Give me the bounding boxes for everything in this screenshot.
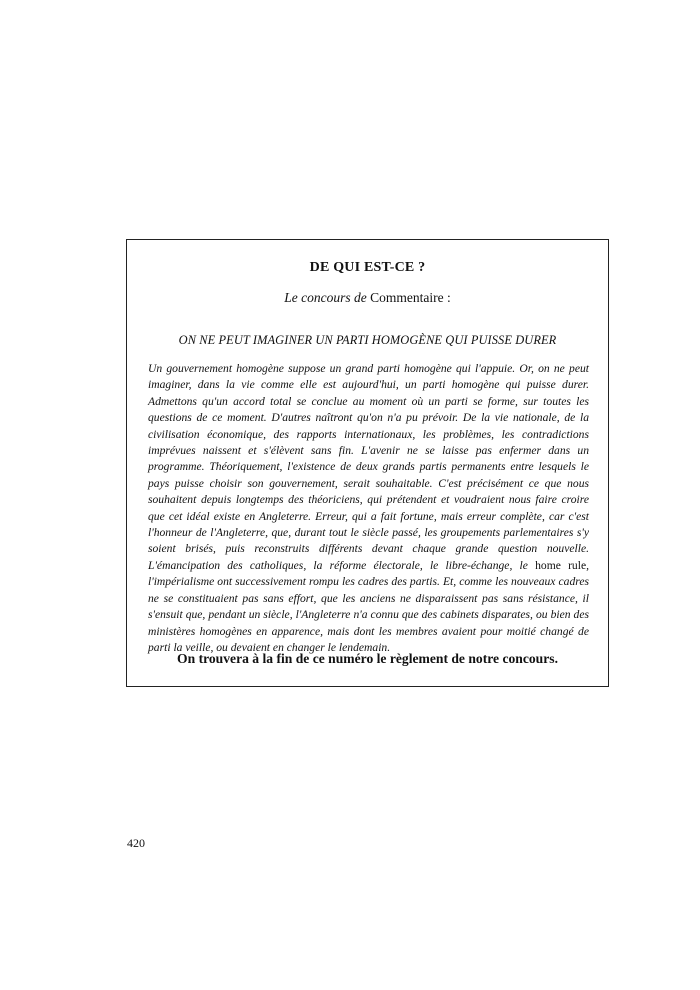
contest-box	[126, 239, 609, 687]
contest-footer: On trouvera à la fin de ce numéro le règlement de notre concours.	[177, 651, 558, 666]
quote-headline: ON NE PEUT IMAGINER UN PARTI HOMOGÈNE QUI PUISSE DURER	[178, 333, 557, 347]
page-number: 420	[127, 836, 145, 850]
contest-title: DE QUI EST-CE ?	[309, 260, 426, 275]
quote-body-part-2: , l'impérialisme ont successivement rompu les cadres des partis. Et, comme les nouveaux cadres ne se constituaient pas sans effort, que les anciens ne disparaissent pas sans résistance, il s'ensuit que, pendant un siècle, l'Angleterre n'a connu que des cabinets disparates, ou bien des ministères homogènes en apparence, mais dont les membres avaient pour moitié changé de parti la veille, ou devaient en changer le lendemain.	[148, 558, 590, 654]
quote-body-home-rule: home rule	[535, 558, 587, 572]
contest-subtitle	[127, 290, 608, 306]
quote-body	[148, 361, 589, 656]
quote-body-part-1: Un gouvernement homogène suppose un grand parti homogène qui l'appuie. Or, on ne peut imaginer, dans la vie comme elle est aujourd'hui, un parti homogène qui puisse durer. Admettons qu'un accord total se conclue au moment où un parti se forme, sur toutes les questions de ce moment. D'autres naîtront qu'on n'a pu prévoir. De la vie nationale, de la civilisation économique, des rapports internationaux, les problèmes, les contradictions imprévues naissent et s'élèvent sans fin. L'avenir ne se laisse pas enfermer dans un programme. Théoriquement, l'existence de deux grands partis permanents entre lesquels le pays puisse choisir son gouvernement, serait souhaitable. C'est précisément ce que nous souhaitent depuis longtemps des théoriciens, qui prétendent et voudraient nous faire croire que cet idéal existe en Angleterre. Erreur, qui a fait fortune, mais erreur complète, car c'est l'honneur de l'Angleterre, que, durant tout le siècle passé, les groupements parlementaires s'y soient brisés, puis reconstruits différents devant chaque grande question nouvelle. L'émancipation des catholiques, la réforme électorale, le libre-échange, le	[148, 362, 589, 572]
subtitle-italic: Le concours de	[284, 290, 367, 305]
subtitle-roman: Commentaire :	[370, 290, 451, 305]
